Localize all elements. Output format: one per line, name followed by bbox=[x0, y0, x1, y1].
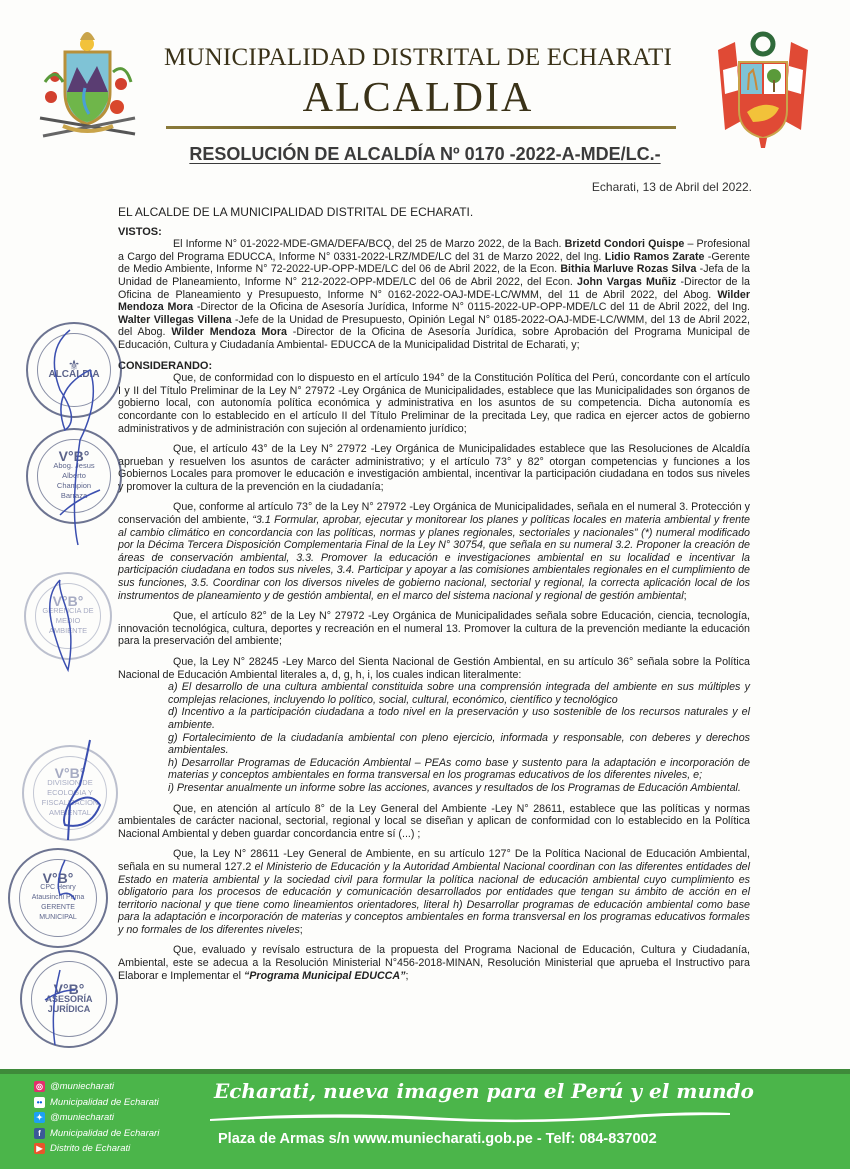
document-date: Echarati, 13 de Abril del 2022. bbox=[591, 180, 752, 194]
instagram-icon: ◎ bbox=[34, 1081, 45, 1092]
vistos-text: – Profesional a Cargo del Programa EDUCCA, Informe N° 0331-2022-LRZ/MDE/LC del 31 de Marzo 2022, del Ing. bbox=[118, 238, 750, 263]
signature-mark bbox=[30, 850, 90, 1050]
social-youtube[interactable] bbox=[34, 1141, 159, 1157]
stamp-text: Abog. Jesus Alberto Champion Barraza bbox=[53, 461, 95, 500]
official-name: Wilder Mendoza Mora bbox=[118, 288, 750, 314]
institution-name: MUNICIPALIDAD DISTRITAL DE ECHARATI bbox=[164, 44, 672, 71]
program-name: “Programa Municipal EDUCCA” bbox=[243, 969, 406, 982]
stamp-vb: V°B° bbox=[53, 981, 85, 997]
vistos-text: -Director de la Oficina de Asesoría Jurídica, sobre Aprobación del Programa Municipal de Educación, Cultura y Ciudadanía Ambiental- EDUCCA de la Municipalidad Distrital de Echarati, y; bbox=[118, 326, 750, 351]
signature-mark bbox=[40, 735, 110, 845]
slogan-underline-swoosh bbox=[210, 1109, 730, 1123]
p3-quote: “3.1 Formular, aprobar, ejecutar y monitorear los planes y políticas locales en materia ambiental y frente al cambio climático en concordancia con las políticas, normas y planes regionales, sectoriales y nacionales” (*) numeral modificado por la Décima Tercera Disposición Complementaria Final de la Ley N° 30754, que señala en su numeral 3.2. Proponer la creación de áreas de conservación ambiental, 3.3. Promover la educación e investigaciones ambiental en su localidad e incentivar la participación ciudadana en todos sus niveles, 3.4. Participar y apoyar a las comisiones ambientales regionales en el cumplimiento de sus funciones, 3.5. Coordinar con los diversos niveles de gobierno nacional, sectorial y regional, la correcta aplicación local de los instrumentos de planeamiento y de gestión ambiental, en el marco del sistema nacional y regional de gestión ambiental bbox=[118, 514, 750, 602]
stamp-text: DIVISION DE ECOLOGIA Y FISCALIZACION AMBIENTAL bbox=[41, 778, 99, 817]
vistos-text: El Informe N° 01-2022-MDE-GMA/DEFA/BCQ, del 25 de Marzo 2022, de la Bach. bbox=[173, 238, 565, 251]
p8-text: Que, evaluado y revísalo estructura de la propuesta del Programa Nacional de Educación, Cultura y Ciudadanía, Ambiental, este se adecua a la Resolución Ministerial N°456-2018-MINAN, Resolución Ministerial que aprueba el Instructivo para Elaborar e Implementar el bbox=[118, 944, 750, 982]
considerando-paragraph-3 bbox=[118, 501, 750, 602]
literales-list bbox=[118, 681, 750, 794]
literal-item: h) Desarrollar Programas de Educación Ambiental – PEAs como base y sustento para la adaptación e incorporación de materias y conceptos ambientales en forma transversal en los programas educativos de los diferentes niveles, e; bbox=[168, 756, 750, 782]
social-flickr[interactable] bbox=[34, 1095, 159, 1111]
social-label: Municipalidad de Echarati bbox=[50, 1096, 159, 1108]
footer-banner bbox=[0, 1069, 850, 1169]
resolution-title-text: RESOLUCIÓN DE ALCALDÍA Nº 0170 -2022-A-MDE/LC.- bbox=[189, 144, 661, 164]
resolution-title bbox=[0, 144, 850, 165]
considerando-paragraph-6: Que, en atención al artículo 8° de la Ley General del Ambiente -Ley N° 28611, establece que las políticas y normas ambientales de carácter nacional, sectorial, regional y local se diseñan y aplican de conformidad con lo establecido en la Política Nacional Ambiental y deben guardar concordancia entre sí (...) ; bbox=[118, 802, 750, 840]
p3-end: ; bbox=[683, 589, 687, 602]
social-label: @muniecharati bbox=[50, 1081, 115, 1093]
literal-item: g) Fortalecimiento de la ciudadanía ambiental con pleno ejercicio, informada y responsable, con deberes y derechos ambientales. bbox=[168, 731, 750, 757]
authority-heading: EL ALCALDE DE LA MUNICIPALIDAD DISTRITAL DE ECHARATI. bbox=[118, 205, 474, 219]
considerando-paragraph-1: Que, de conformidad con lo dispuesto en el artículo 194° de la Constitución Política del Perú, concordante con el artículo I y II del Título Preliminar de la Ley N° 27972 -Ley Orgánica de Municipalidades, establece que las Municipalidades son órganos de gobierno local, con autonomía política económica y administrativa en los asuntos de su competencia. Dicha autonomía es concordante con lo establecido en el artículo II del Título Preliminar de la precitada Ley, que radica en ejercer actos de gobierno administrativos y de administración con sujeción al ordenamiento jurídico; bbox=[118, 372, 750, 435]
footer-slogan: Echarati, nueva imagen para el Perú y el mundo bbox=[214, 1079, 754, 1103]
alcaldia-seal-stamp: ⚜ ALCALDIA bbox=[26, 322, 122, 418]
vistos-text: -Director de la Oficina de Asesoría Jurídica, Informe N° 0115-2022-UP-OPP-MDE/LC del 11 de Abril 2022, del Ing. bbox=[193, 301, 750, 314]
social-label: Municipalidad de Echarari bbox=[50, 1127, 160, 1139]
official-name: Brizetd Condori Quispe bbox=[564, 238, 685, 251]
stamp-vb: V°B° bbox=[52, 593, 84, 609]
p3-text: Que, conforme al artículo 73° de la Ley N° 27972 -Ley Orgánica de Municipalidades, señala en el numeral 3. Protección y conservación del ambiente, bbox=[118, 501, 750, 527]
youtube-icon: ▶ bbox=[34, 1143, 45, 1154]
stamp-vb: V°B° bbox=[58, 448, 90, 464]
office-name: ALCALDIA bbox=[302, 75, 534, 121]
stamp-text: ASESORÍA JURÍDICA bbox=[45, 994, 93, 1014]
considerando-paragraph-5: Que, la Ley N° 28245 -Ley Marco del Sienta Nacional de Gestión Ambiental, en su artículo 36° señala sobre la Política Nacional de Educación Ambiental literales a, d, g, h, i, los cuales indican literalmente: bbox=[118, 656, 750, 681]
social-instagram[interactable] bbox=[34, 1079, 159, 1095]
considerando-heading: CONSIDERANDO: bbox=[118, 359, 213, 372]
official-name: John Vargas Muñiz bbox=[577, 275, 677, 288]
signature-mark bbox=[40, 310, 110, 550]
p7-end: ; bbox=[299, 923, 303, 936]
p7-text: Que, la Ley N° 28611 -Ley General de Ambiente, en su artículo 127° De la Política Nacional de Educación Ambiental, señala en su numeral 127.2 bbox=[118, 848, 750, 873]
document-body bbox=[118, 206, 750, 982]
letterhead bbox=[0, 0, 850, 200]
official-name: Walter Villegas Villena bbox=[118, 313, 232, 326]
vistos-text: -Director de la Oficina de Planeamiento y Presupuesto, Informe N° 0162-2022-OAJ-MDE-LC/WMM, del 11 de Abril 2022, del Abog. bbox=[118, 275, 750, 301]
official-name: Wilder Mendoza Mora bbox=[171, 326, 287, 339]
stamp-text: ALCALDIA bbox=[48, 369, 100, 380]
vistos-heading: VISTOS: bbox=[118, 225, 162, 238]
twitter-icon: ✦ bbox=[34, 1112, 45, 1123]
p8-end: ; bbox=[405, 969, 409, 982]
official-name: Bithia Marluve Rozas Silva bbox=[560, 263, 697, 276]
p7-quote: el Ministerio de Educación y la Autoridad Ambiental Nacional coordinan con las diferentes entidades del Estado en materia ambiental y la sociedad civil para formular la política nacional de educación ambiental cuyo cumplimiento es obligatorio para los procesos de educación y comunicación desarrollados por entidades que tengan su ámbito de acción en el territorio nacional y que tiene como lineamientos orientadores, literal h) Desarrollar programas de educación ambiental como base para la adaptación e incorporación de materias y conceptos ambientales en forma transversal en los programas educativos formales y no formales de los diferentes niveles bbox=[118, 860, 750, 936]
signature-mark bbox=[40, 575, 80, 675]
footer-border bbox=[0, 1069, 850, 1074]
vistos-text: -Jefa de la Unidad de Planeamiento, Informe N° 212-2022-OPP-MDE/LC del 06 de Abril 2022, del Econ. bbox=[118, 263, 750, 288]
considerando-paragraph-8 bbox=[118, 944, 750, 982]
stamp-vb: V°B° bbox=[54, 765, 86, 781]
considerando-paragraph-7 bbox=[118, 848, 750, 936]
vistos-paragraph bbox=[118, 238, 750, 351]
stamp-vb: V°B° bbox=[42, 870, 74, 886]
social-label: @muniecharati bbox=[50, 1112, 115, 1124]
considerando-paragraph-4: Que, el artículo 82° de la Ley N° 27972 -Ley Orgánica de Municipalidades señala sobre Educación, ciencia, tecnología, innovación tecnológica, cultura, deportes y recreación en el numeral 13. Promover la cultura de la prevención mediante la educación para la preservación del ambiente; bbox=[118, 610, 750, 648]
flickr-icon: •• bbox=[34, 1097, 45, 1108]
header-rule bbox=[166, 126, 676, 129]
vistos-text: -Gerente de Medio Ambiente, Informe N° 72-2022-UP-OPP-MDE/LC del 06 de Abril 2022, de la Econ. bbox=[118, 250, 750, 276]
peru-coat-of-arms-logo bbox=[713, 30, 813, 150]
vistos-text: -Jefe de la Unidad de Presupuesto, Opinión Legal N° 0185-2022-OAJ-MDE-LC/WMM, del 13 de Abril 2022, del Abog. bbox=[118, 313, 750, 339]
considerando-paragraph-2: Que, el artículo 43° de la Ley N° 27972 -Ley Orgánica de Municipalidades establece que las Resoluciones de Alcaldía aprueban y resuelven los asuntos de carácter administrativo; y el artículo 73° y 82° otorgan competencias y funciones a los Gobiernos Locales para promover le educación e investigación ambiental, incentivar la participación ciudadana en todos sus niveles y promover la cultura de la prevención en la ciudadanía; bbox=[118, 443, 750, 493]
footer-address: Plaza de Armas s/n www.muniecharati.gob.pe - Telf: 084-837002 bbox=[218, 1131, 657, 1147]
stamp-text: CPC Henry Atausinchi Puma GERENTE MUNICIPAL bbox=[31, 884, 85, 921]
facebook-icon: f bbox=[34, 1128, 45, 1139]
social-facebook[interactable] bbox=[34, 1126, 159, 1142]
stamp-text: GERENCIA DE MEDIO AMBIENTE bbox=[42, 606, 94, 635]
literal-item: a) El desarrollo de una cultura ambiental constituida sobre una comprensión integrada del ambiente en sus múltiples y complejas relaciones, incluyendo lo político, social, cultural, económico, científico y tecnológico bbox=[168, 681, 750, 706]
social-links bbox=[34, 1079, 159, 1157]
literal-item: d) Incentivo a la participación ciudadana a todo nivel en la preservación y uso sostenible de los recursos naturales y el ambiente. bbox=[168, 706, 750, 731]
official-name: Lidio Ramos Zarate bbox=[604, 250, 705, 263]
echarati-coat-of-arms-logo bbox=[35, 22, 140, 142]
social-twitter[interactable] bbox=[34, 1110, 159, 1126]
literal-item: i) Presentar anualmente un informe sobre las acciones, avances y resultados de los Programas de Educación Ambiental. bbox=[168, 781, 741, 794]
social-label: Distrito de Echarati bbox=[50, 1143, 131, 1155]
